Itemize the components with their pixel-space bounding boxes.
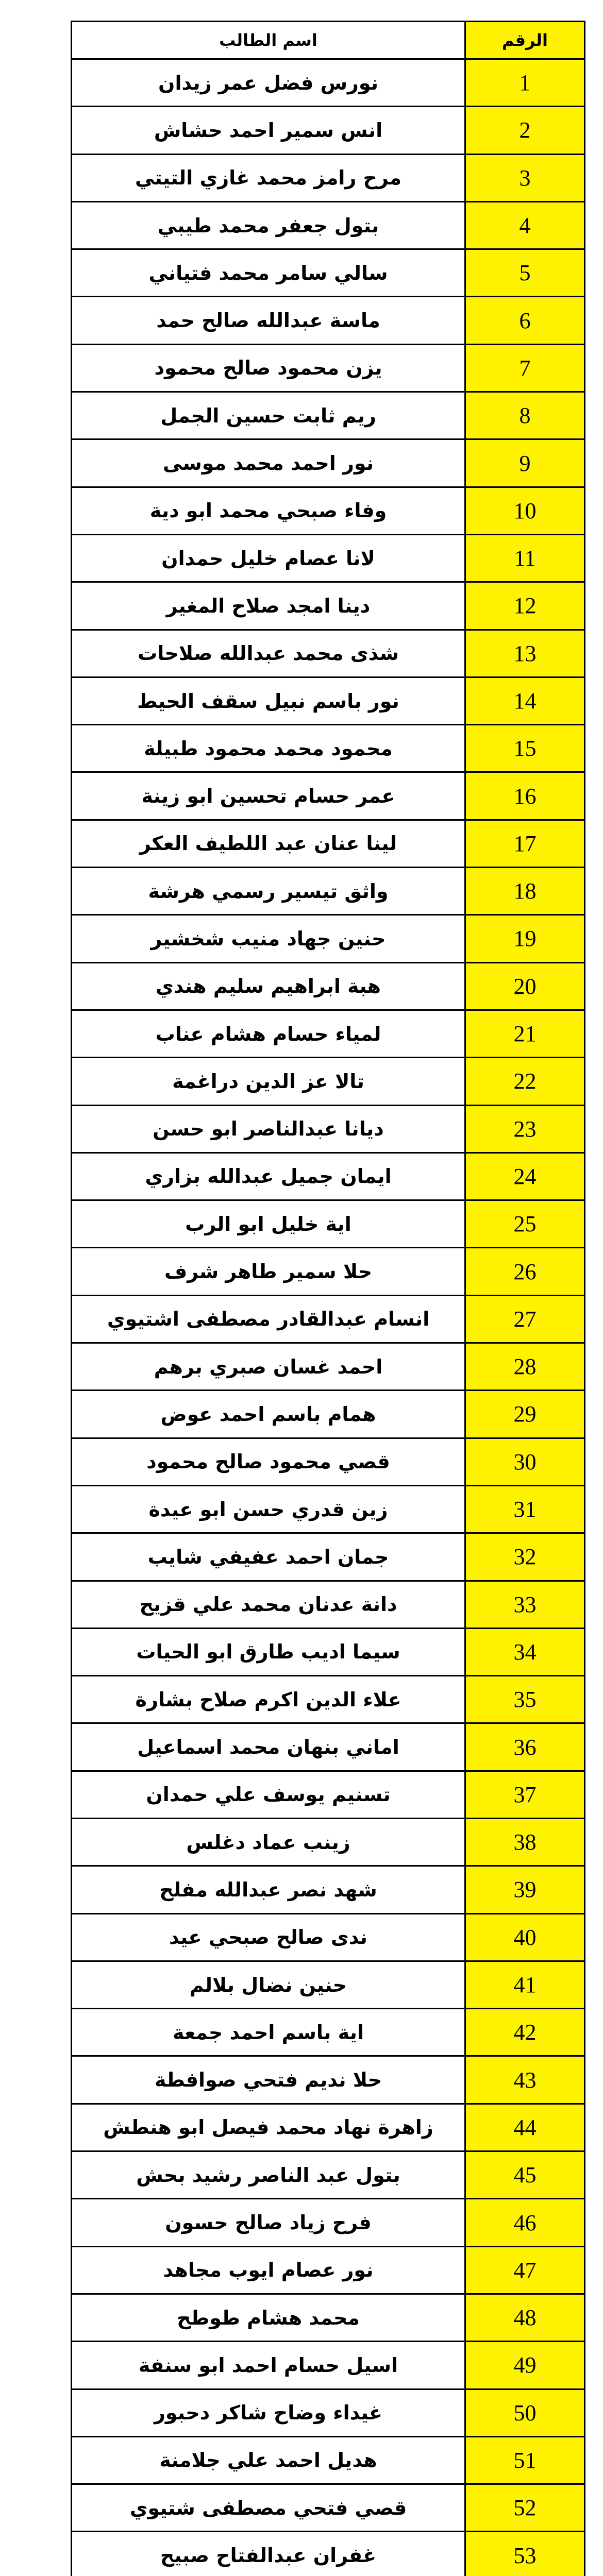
student-name: قصي محمود صالح محمود [72, 1438, 465, 1485]
row-number: 29 [465, 1391, 585, 1438]
student-name: نور احمد محمد موسى [72, 439, 465, 487]
student-name: جمان احمد عفيفي شايب [72, 1533, 465, 1581]
row-number: 40 [465, 1913, 585, 1961]
row-number: 4 [465, 201, 585, 249]
student-name: حلا نديم فتحي صوافطة [72, 2056, 465, 2104]
student-name: واثق تيسير رسمي هرشة [72, 868, 465, 915]
table-row [72, 2484, 585, 2532]
student-name: لينا عنان عبد اللطيف العكر [72, 820, 465, 867]
table-row [72, 2056, 585, 2104]
row-number: 32 [465, 1533, 585, 1581]
student-name: ديانا عبدالناصر ابو حسن [72, 1105, 465, 1153]
row-number: 47 [465, 2246, 585, 2294]
student-name: وفاء صبحي محمد ابو دية [72, 487, 465, 534]
row-number: 43 [465, 2056, 585, 2104]
row-number: 34 [465, 1628, 585, 1675]
row-number: 31 [465, 1485, 585, 1533]
row-number: 1 [465, 59, 585, 107]
student-name: غفران عبدالفتاح صبيح [72, 2532, 465, 2576]
student-name: بتول عبد الناصر رشيد بحش [72, 2151, 465, 2199]
student-name: ندى صالح صبحي عيد [72, 1913, 465, 1961]
table-row [72, 1581, 585, 1628]
row-number: 18 [465, 868, 585, 915]
student-name: اماني بنهان محمد اسماعيل [72, 1723, 465, 1771]
row-number: 36 [465, 1723, 585, 1771]
student-name: ماسة عبدالله صالح حمد [72, 297, 465, 344]
row-number: 19 [465, 915, 585, 962]
row-number: 38 [465, 1818, 585, 1866]
table-row [72, 582, 585, 630]
table-row [72, 487, 585, 534]
table-row [72, 1105, 585, 1153]
student-name: لانا عصام خليل حمدان [72, 534, 465, 582]
student-name: دينا امجد صلاح المغير [72, 582, 465, 630]
table-row [72, 1866, 585, 1913]
row-number: 20 [465, 962, 585, 1010]
table-row [72, 2436, 585, 2484]
table-row [72, 534, 585, 582]
student-name: زين قدري حسن ابو عيدة [72, 1485, 465, 1533]
row-number: 35 [465, 1676, 585, 1723]
table-row [72, 1248, 585, 1295]
row-number: 39 [465, 1866, 585, 1913]
table-row [72, 1343, 585, 1391]
row-number: 11 [465, 534, 585, 582]
table-row [72, 1533, 585, 1581]
table-row [72, 344, 585, 392]
row-number: 7 [465, 344, 585, 392]
row-number: 46 [465, 2199, 585, 2246]
student-name: محمود محمد محمود طبيلة [72, 725, 465, 772]
table-row [72, 59, 585, 107]
student-name: انس سمير احمد حشاش [72, 107, 465, 154]
student-name: حنين نضال بلالم [72, 1961, 465, 2008]
student-name: سالي سامر محمد فتياني [72, 249, 465, 297]
student-name: نورس فضل عمر زيدان [72, 59, 465, 107]
table-row [72, 915, 585, 962]
student-name: لمياء حسام هشام عناب [72, 1010, 465, 1057]
row-number: 26 [465, 1248, 585, 1295]
table-row [72, 1676, 585, 1723]
table-row [72, 1723, 585, 1771]
row-number: 14 [465, 677, 585, 724]
row-number: 37 [465, 1771, 585, 1818]
header-row [72, 22, 585, 59]
table-row [72, 392, 585, 439]
table-row [72, 439, 585, 487]
table-row [72, 962, 585, 1010]
table-row [72, 154, 585, 201]
row-number: 52 [465, 2484, 585, 2532]
table-row [72, 820, 585, 867]
row-number: 15 [465, 725, 585, 772]
row-number: 28 [465, 1343, 585, 1391]
row-number: 33 [465, 1581, 585, 1628]
student-list-sheet [71, 21, 584, 2576]
student-name: تسنيم يوسف علي حمدان [72, 1771, 465, 1818]
table-row [72, 2532, 585, 2576]
table-row [72, 868, 585, 915]
row-number: 8 [465, 392, 585, 439]
table-row [72, 1391, 585, 1438]
table-row [72, 2246, 585, 2294]
row-number: 16 [465, 772, 585, 820]
row-number: 17 [465, 820, 585, 867]
student-name: هبة ابراهيم سليم هندي [72, 962, 465, 1010]
row-number: 48 [465, 2294, 585, 2341]
students-table [71, 21, 585, 2576]
student-name: علاء الدين اكرم صلاح بشارة [72, 1676, 465, 1723]
student-name: زاهرة نهاد محمد فيصل ابو هنطش [72, 2104, 465, 2151]
student-name: احمد غسان صبري برهم [72, 1343, 465, 1391]
table-row [72, 2342, 585, 2389]
row-number: 50 [465, 2389, 585, 2436]
row-number: 49 [465, 2342, 585, 2389]
student-name: اسيل حسام احمد ابو سنفة [72, 2342, 465, 2389]
row-number: 27 [465, 1295, 585, 1343]
table-row [72, 2294, 585, 2341]
student-name: نور عصام ايوب مجاهد [72, 2246, 465, 2294]
table-row [72, 1153, 585, 1200]
row-number: 53 [465, 2532, 585, 2576]
student-name: اية باسم احمد جمعة [72, 2009, 465, 2056]
student-name: دانة عدنان محمد علي قزيح [72, 1581, 465, 1628]
row-number: 5 [465, 249, 585, 297]
table-row [72, 2104, 585, 2151]
student-name: فرح زياد صالح حسون [72, 2199, 465, 2246]
table-row [72, 1913, 585, 1961]
table-row [72, 1058, 585, 1105]
student-name: قصي فتحي مصطفى شتيوي [72, 2484, 465, 2532]
row-number: 9 [465, 439, 585, 487]
table-row [72, 2199, 585, 2246]
student-name: يزن محمود صالح محمود [72, 344, 465, 392]
number-column-header: الرقم [465, 22, 585, 59]
row-number: 51 [465, 2436, 585, 2484]
row-number: 23 [465, 1105, 585, 1153]
table-row [72, 297, 585, 344]
row-number: 42 [465, 2009, 585, 2056]
table-row [72, 1295, 585, 1343]
student-name: همام باسم احمد عوض [72, 1391, 465, 1438]
student-name: عمر حسام تحسين ابو زينة [72, 772, 465, 820]
row-number: 44 [465, 2104, 585, 2151]
student-name: تالا عز الدين دراغمة [72, 1058, 465, 1105]
row-number: 22 [465, 1058, 585, 1105]
student-name: غيداء وضاح شاكر دحبور [72, 2389, 465, 2436]
row-number: 10 [465, 487, 585, 534]
student-name: ايمان جميل عبدالله بزاري [72, 1153, 465, 1200]
row-number: 24 [465, 1153, 585, 1200]
students-table-body [72, 59, 585, 2576]
row-number: 12 [465, 582, 585, 630]
table-row [72, 1200, 585, 1248]
student-name: اية خليل ابو الرب [72, 1200, 465, 1248]
table-row [72, 1628, 585, 1675]
student-name: محمد هشام طوطح [72, 2294, 465, 2341]
row-number: 30 [465, 1438, 585, 1485]
table-row [72, 1438, 585, 1485]
table-row [72, 725, 585, 772]
student-name: شذى محمد عبدالله صلاحات [72, 630, 465, 677]
row-number: 6 [465, 297, 585, 344]
student-name: بتول جعفر محمد طيبي [72, 201, 465, 249]
table-row [72, 1961, 585, 2008]
row-number: 13 [465, 630, 585, 677]
table-row [72, 1010, 585, 1057]
row-number: 45 [465, 2151, 585, 2199]
name-column-header: اسم الطالب [72, 22, 465, 59]
table-row [72, 1485, 585, 1533]
student-name: انسام عبدالقادر مصطفى اشتيوي [72, 1295, 465, 1343]
student-name: ريم ثابت حسين الجمل [72, 392, 465, 439]
student-name: مرح رامز محمد غازي التيتي [72, 154, 465, 201]
table-row [72, 1771, 585, 1818]
student-name: هديل احمد علي جلامنة [72, 2436, 465, 2484]
table-row [72, 249, 585, 297]
row-number: 41 [465, 1961, 585, 2008]
row-number: 3 [465, 154, 585, 201]
table-row [72, 2009, 585, 2056]
table-row [72, 1818, 585, 1866]
row-number: 25 [465, 1200, 585, 1248]
table-row [72, 772, 585, 820]
table-row [72, 201, 585, 249]
table-row [72, 2389, 585, 2436]
student-name: زينب عماد دغلس [72, 1818, 465, 1866]
student-name: شهد نصر عبدالله مفلح [72, 1866, 465, 1913]
row-number: 21 [465, 1010, 585, 1057]
table-row [72, 2151, 585, 2199]
table-row [72, 677, 585, 724]
student-name: حلا سمير طاهر شرف [72, 1248, 465, 1295]
table-row [72, 107, 585, 154]
student-name: سيما اديب طارق ابو الحيات [72, 1628, 465, 1675]
student-name: نور باسم نبيل سقف الحيط [72, 677, 465, 724]
student-name: حنين جهاد منيب شخشير [72, 915, 465, 962]
row-number: 2 [465, 107, 585, 154]
table-row [72, 630, 585, 677]
